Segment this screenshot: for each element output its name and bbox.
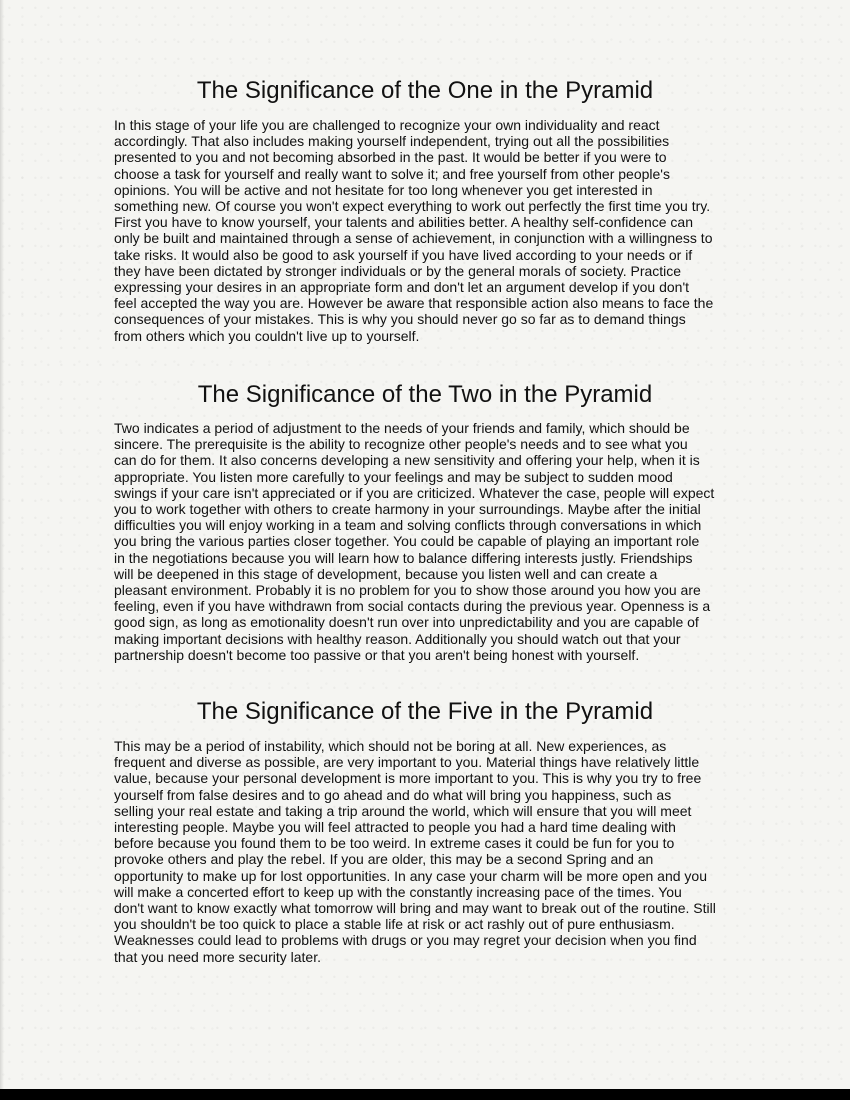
text-line: provoke others and play the rebel. If you are older, this may be a second Spring and an [114,851,654,868]
text-line: interesting people. Maybe you will feel attracted to people you had a hard time dealing with [114,819,676,836]
text-line: don't want to know exactly what tomorrow will bring and may want to break out of the routine. Still [114,900,716,917]
text-line: opportunity to make up for lost opportunities. In any case your charm will be more open and you [114,867,707,884]
text-line: consequences of your mistakes. This is why you should never go so far as to demand things [114,311,686,328]
section-two-paragraph [114,420,762,663]
text-line: from others which you couldn't live up to yourself. [114,327,420,344]
text-line: First you have to know yourself, your talents and abilities better. A healthy self-confidence can [114,214,693,231]
section-two-title: The Significance of the Two in the Pyramid [197,381,653,409]
text-line: only be built and maintained through a sense of achievement, in conjunction with a willingness to [114,230,713,247]
text-line: difficulties you will enjoy working in a team and solving conflicts through conversations in which [114,517,702,534]
scan-bottom-edge [0,1089,850,1100]
text-line: opinions. You will be active and not hesitate for too long whenever you get interested in [114,181,653,198]
text-line: making important decisions with healthy reason. Additionally you should watch out that your [114,630,681,647]
text-line: This may be a period of instability, which should not be boring at all. New experiences, as [114,738,667,754]
text-line: will make a concerted effort to keep up with the constantly increasing pace of the times. You [114,883,682,900]
text-line: can do for them. It also concerns developing a new sensitivity and offering your help, when it is [114,452,700,469]
text-line: sincere. The prerequisite is the ability to recognize other people's needs and to see what you [114,436,688,453]
text-line: in the negotiations because you will learn how to balance differing interests justly. Friendships [114,549,693,566]
text-line: you bring the various parties closer together. You could be capable of playing an important role [114,533,700,550]
text-line: selling your real estate and taking a trip around the world, which will ensure that you will meet [114,802,692,819]
text-line: presented to you and not becoming absorbed in the past. It would be better if you were to [114,149,667,166]
text-line: value, because your personal development is more important to you. This is why you try to free [114,770,702,787]
text-line: before because you found them to be too weird. In extreme cases it could be fun for you to [114,835,675,852]
text-line: frequent and diverse as possible, are very important to you. Material things have relatively little [114,754,700,771]
text-line: swings if your care isn't appreciated or if you are criticized. Whatever the case, people will expect [114,484,715,501]
text-line: take risks. It would also be good to ask yourself if you have lived according to your needs or if [114,246,693,263]
text-line: appropriate. You listen more carefully to your feelings and may be subject to sudden mood [114,468,673,485]
text-line: Two indicates a period of adjustment to the needs of your friends and family, which should be [114,420,690,436]
text-line: choose a task for yourself and really want to solve it; and free yourself from other people's [114,165,670,182]
section-five-paragraph [114,738,762,965]
section-five-title: The Significance of the Five in the Pyramid [196,698,654,726]
text-line: Weaknesses could lead to problems with drugs or you may regret your decision when you find [114,932,697,949]
text-line: expressing your desires in an appropriate form and don't let an argument develop if you don't [114,279,690,296]
section-one-title: The Significance of the One in the Pyramid [196,77,654,105]
text-line: something new. Of course you won't expect everything to work out perfectly the first time you try. [114,198,711,215]
text-line: you shouldn't be too quick to place a stable life at risk or act rashly out of pure enthusiasm. [114,916,675,933]
text-line: accordingly. That also includes making yourself independent, trying out all the possibilities [114,133,670,150]
text-line: yourself from false desires and to go ahead and do what will bring you happiness, such as [114,786,672,803]
text-line: feel accepted the way you are. However be aware that responsible action also means to face the [114,295,714,312]
text-line: good sign, as long as emotionality doesn't run over into unpredictability and you are capable of [114,614,699,631]
text-line: they have been dictated by stronger individuals or by the general morals of society. Practice [114,262,682,279]
section-one-paragraph [114,117,762,344]
text-line: partnership doesn't become too passive or that you aren't being honest with yourself. [114,646,640,663]
text-line: In this stage of your life you are challenged to recognize your own individuality and react [114,117,660,133]
text-line: feeling, even if you have withdrawn from social contacts during the previous year. Openness is a [114,598,711,615]
text-line: will be deepened in this stage of development, because you listen well and can create a [114,565,658,582]
text-line: you to work together with others to create harmony in your surroundings. Maybe after the initial [114,501,701,518]
text-line: that you need more security later. [114,948,321,965]
text-line: pleasant environment. Probably it is no problem for you to show those around you how you are [114,582,701,599]
